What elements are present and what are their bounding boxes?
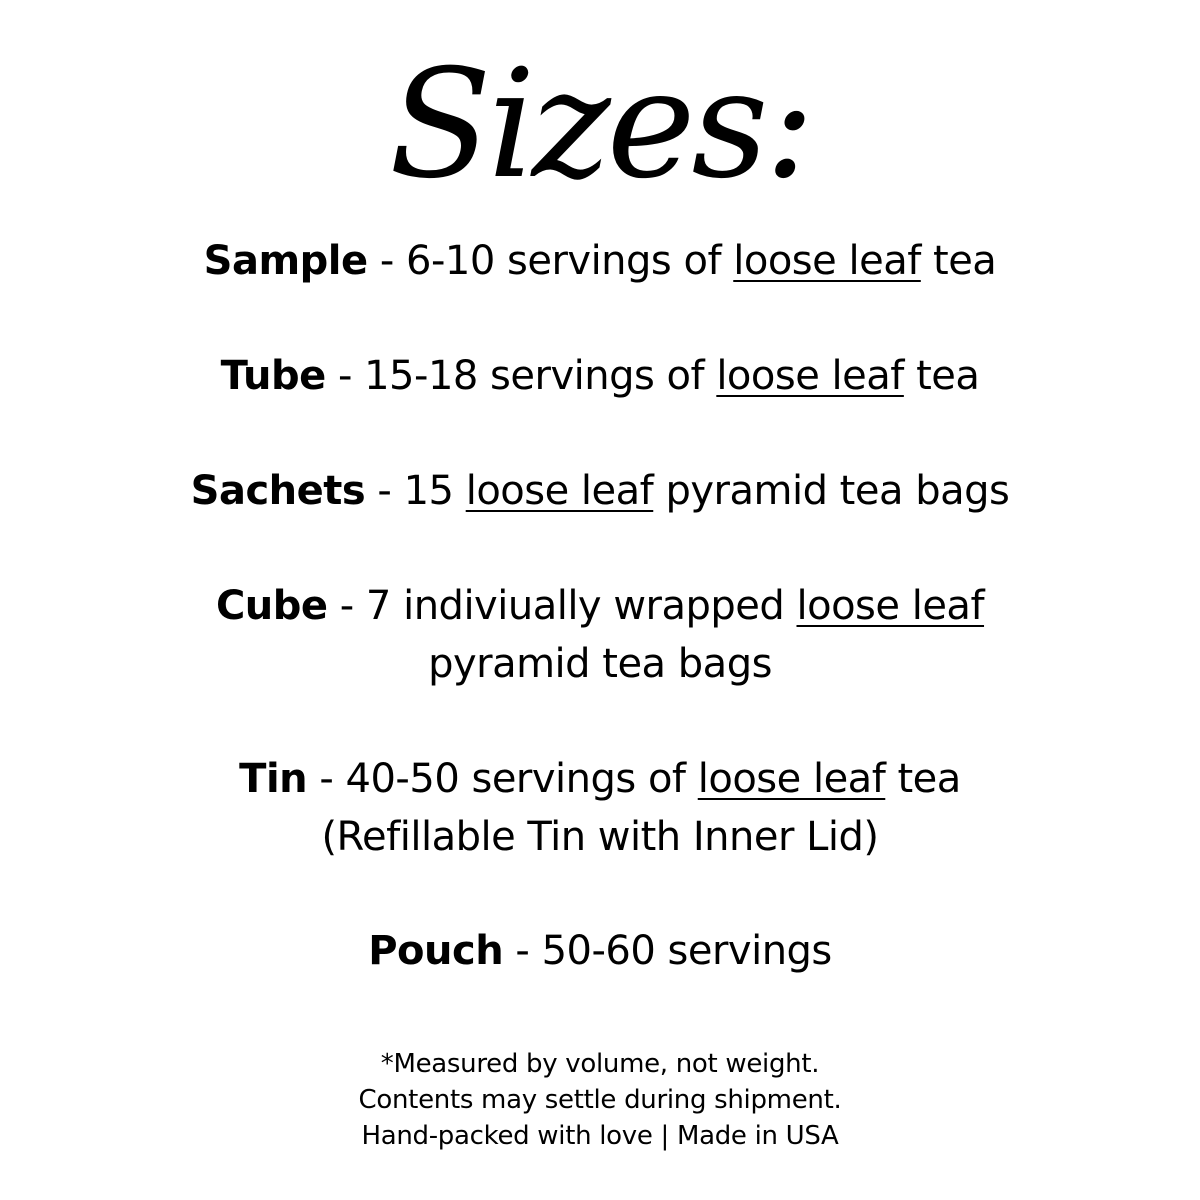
loose-leaf-link[interactable]: loose leaf [733,238,921,284]
loose-leaf-link[interactable]: loose leaf [465,468,654,514]
size-entry-sample [0,232,1200,290]
footer-notes [0,1046,1200,1154]
size-entry-cube [0,577,1200,693]
size-name: Sachets [190,468,366,514]
size-description-line2: pyramid tea bags [428,641,772,687]
size-description: 6-10 servings of [406,238,734,284]
page-title: Sizes: [388,38,812,212]
separator: - [307,756,346,802]
size-entry-tube [0,347,1200,405]
loose-leaf-link[interactable]: loose leaf [716,353,904,399]
size-name: Tin [239,756,308,802]
loose-leaf-link[interactable]: loose leaf [697,756,886,802]
size-description-suffix: tea [885,756,961,802]
size-entry-tin [0,750,1200,866]
size-description: 15-18 servings of [364,353,717,399]
separator: - [325,353,365,399]
size-name: Pouch [368,928,504,974]
size-entry-pouch [0,922,1200,980]
size-description-suffix: pyramid tea bags [653,468,1010,514]
size-entry-sachets [0,462,1200,520]
size-description: 40-50 servings of [345,756,698,802]
separator: - [503,928,542,974]
size-description-suffix: tea [903,353,980,399]
separator: - [367,238,406,284]
footer-note-settle: Contents may settle during shipment. [358,1085,842,1115]
footer-note-measure: *Measured by volume, not weight. [380,1049,820,1079]
footer-note-origin: Hand-packed with love | Made in USA [361,1121,839,1151]
size-description-suffix: tea [920,238,997,284]
size-description-line2: (Refillable Tin with Inner Lid) [321,814,879,860]
size-description: 15 [403,468,466,514]
size-name: Sample [203,238,368,284]
separator: - [365,468,404,514]
size-name: Cube [215,583,328,629]
size-name: Tube [220,353,326,399]
separator: - [327,583,366,629]
loose-leaf-link[interactable]: loose leaf [796,583,985,629]
size-description: 7 indiviually wrapped [365,583,797,629]
size-description: 50-60 servings [541,928,832,974]
